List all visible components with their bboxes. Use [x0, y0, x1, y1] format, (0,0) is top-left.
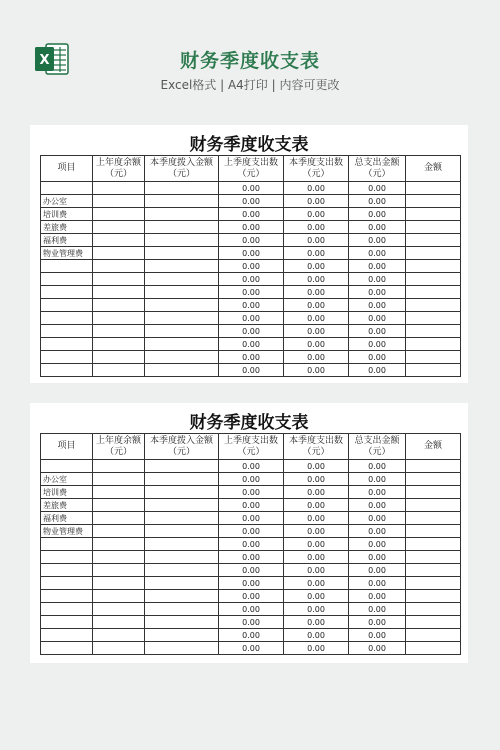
table-cell[interactable]: [145, 642, 219, 655]
table-cell[interactable]: [406, 364, 461, 377]
table-cell[interactable]: 0.00: [349, 286, 406, 299]
table-cell[interactable]: [406, 221, 461, 234]
table-cell[interactable]: 0.00: [284, 364, 349, 377]
table-cell[interactable]: 0.00: [349, 564, 406, 577]
table-row: [41, 629, 461, 642]
table-row: [41, 538, 461, 551]
table-row: [41, 590, 461, 603]
row-label-cell[interactable]: [41, 590, 93, 603]
table-cell[interactable]: 0.00: [284, 564, 349, 577]
table-cell[interactable]: 0.00: [284, 538, 349, 551]
table-row: [41, 338, 461, 351]
table-cell[interactable]: 0.00: [219, 460, 284, 473]
table-cell[interactable]: 0.00: [219, 312, 284, 325]
table-cell[interactable]: 0.00: [284, 616, 349, 629]
table-cell[interactable]: [93, 629, 145, 642]
table-cell[interactable]: 0.00: [349, 525, 406, 538]
table-cell[interactable]: [145, 551, 219, 564]
row-label-cell[interactable]: 办公室: [41, 473, 93, 486]
row-label-cell[interactable]: [41, 577, 93, 590]
table-cell[interactable]: [406, 195, 461, 208]
table-cell[interactable]: 0.00: [219, 512, 284, 525]
row-label-cell[interactable]: [41, 338, 93, 351]
column-header: 总支出金额（元）: [349, 434, 406, 460]
table-cell[interactable]: 0.00: [219, 564, 284, 577]
table-cell[interactable]: [406, 629, 461, 642]
column-header: 本季度支出数（元）: [284, 434, 349, 460]
table-cell[interactable]: 0.00: [349, 629, 406, 642]
row-label-cell[interactable]: [41, 616, 93, 629]
table-cell[interactable]: 0.00: [219, 260, 284, 273]
column-header: 上年度余额（元）: [93, 156, 145, 182]
row-label-cell[interactable]: [41, 351, 93, 364]
row-label-cell[interactable]: 物业管理费: [41, 247, 93, 260]
table-row: [41, 551, 461, 564]
table-cell[interactable]: 0.00: [349, 182, 406, 195]
table-cell[interactable]: 0.00: [219, 364, 284, 377]
table-cell[interactable]: [93, 603, 145, 616]
table-cell[interactable]: 0.00: [349, 512, 406, 525]
table-cell[interactable]: 0.00: [349, 616, 406, 629]
table-cell[interactable]: 0.00: [284, 642, 349, 655]
table-cell[interactable]: 0.00: [219, 182, 284, 195]
table-cell[interactable]: 0.00: [349, 260, 406, 273]
table-cell[interactable]: 0.00: [284, 182, 349, 195]
table-cell[interactable]: 0.00: [284, 351, 349, 364]
table-cell[interactable]: [93, 564, 145, 577]
table-cell[interactable]: [406, 338, 461, 351]
table-cell[interactable]: 0.00: [349, 499, 406, 512]
table-cell[interactable]: [145, 325, 219, 338]
table-cell[interactable]: [145, 629, 219, 642]
row-label-cell[interactable]: [41, 551, 93, 564]
page-header: [0, 0, 500, 112]
table-row: [41, 182, 461, 195]
table-row: [41, 195, 461, 208]
table-cell[interactable]: [93, 364, 145, 377]
row-label-cell[interactable]: [41, 642, 93, 655]
table-row: [41, 364, 461, 377]
table-cell[interactable]: [145, 351, 219, 364]
table-cell[interactable]: [93, 208, 145, 221]
table-cell[interactable]: 0.00: [219, 525, 284, 538]
table-cell[interactable]: [145, 603, 219, 616]
table-cell[interactable]: 0.00: [284, 247, 349, 260]
row-label-cell[interactable]: [41, 325, 93, 338]
table-cell[interactable]: [145, 460, 219, 473]
table-cell[interactable]: 0.00: [349, 312, 406, 325]
table-cell[interactable]: [145, 338, 219, 351]
table-row: [41, 208, 461, 221]
table-cell[interactable]: 0.00: [219, 499, 284, 512]
table-cell[interactable]: [93, 642, 145, 655]
table-cell[interactable]: [93, 234, 145, 247]
table-cell[interactable]: [406, 182, 461, 195]
row-label-cell[interactable]: 培训费: [41, 486, 93, 499]
table-cell[interactable]: 0.00: [349, 299, 406, 312]
table-cell[interactable]: 0.00: [219, 616, 284, 629]
table-cell[interactable]: [406, 564, 461, 577]
table-cell[interactable]: [406, 577, 461, 590]
table-cell[interactable]: [406, 325, 461, 338]
finance-table: [40, 433, 461, 655]
table-cell[interactable]: [93, 538, 145, 551]
table-cell[interactable]: 0.00: [284, 499, 349, 512]
table-cell[interactable]: [145, 486, 219, 499]
row-label-cell[interactable]: [41, 564, 93, 577]
column-header: 金额: [406, 156, 461, 182]
table-row: [41, 351, 461, 364]
table-cell[interactable]: 0.00: [349, 577, 406, 590]
table-row: [41, 460, 461, 473]
sheet-title: 财务季度收支表: [189, 135, 309, 155]
table-cell[interactable]: 0.00: [219, 603, 284, 616]
column-header: 项目: [41, 434, 93, 460]
sheet-preview-1: [30, 125, 468, 383]
table-row: [41, 325, 461, 338]
table-cell[interactable]: 0.00: [219, 195, 284, 208]
table-header-row: [41, 156, 461, 182]
table-cell[interactable]: [406, 273, 461, 286]
page-subtitle: Excel格式 | A4打印 | 内容可更改: [160, 78, 340, 92]
table-cell[interactable]: 0.00: [284, 473, 349, 486]
row-label-cell[interactable]: 物业管理费: [41, 525, 93, 538]
column-header: 上年度余额（元）: [93, 434, 145, 460]
table-cell[interactable]: [145, 208, 219, 221]
table-cell[interactable]: 0.00: [284, 273, 349, 286]
table-cell[interactable]: [406, 234, 461, 247]
table-cell[interactable]: 0.00: [349, 642, 406, 655]
table-cell[interactable]: [406, 286, 461, 299]
table-cell[interactable]: 0.00: [284, 208, 349, 221]
table-cell[interactable]: [93, 512, 145, 525]
table-cell[interactable]: [145, 364, 219, 377]
table-row: [41, 473, 461, 486]
table-cell[interactable]: [93, 182, 145, 195]
table-cell[interactable]: [93, 616, 145, 629]
table-cell[interactable]: 0.00: [284, 577, 349, 590]
table-cell[interactable]: [145, 577, 219, 590]
column-header: 金额: [406, 434, 461, 460]
table-cell[interactable]: 0.00: [284, 460, 349, 473]
table-cell[interactable]: [406, 312, 461, 325]
page-title: 财务季度收支表: [179, 50, 320, 72]
table-row: [41, 577, 461, 590]
table-cell[interactable]: [145, 260, 219, 273]
table-cell[interactable]: [406, 208, 461, 221]
table-cell[interactable]: 0.00: [284, 525, 349, 538]
table-cell[interactable]: 0.00: [219, 473, 284, 486]
table-cell[interactable]: [406, 538, 461, 551]
table-cell[interactable]: [406, 525, 461, 538]
table-cell[interactable]: [93, 286, 145, 299]
table-cell[interactable]: 0.00: [349, 603, 406, 616]
table-row: [41, 603, 461, 616]
table-cell[interactable]: 0.00: [219, 551, 284, 564]
table-cell[interactable]: 0.00: [284, 325, 349, 338]
column-header: 上季度支出数（元）: [219, 156, 284, 182]
table-cell[interactable]: 0.00: [219, 590, 284, 603]
table-cell[interactable]: [93, 551, 145, 564]
table-cell[interactable]: 0.00: [349, 460, 406, 473]
table-cell[interactable]: 0.00: [349, 590, 406, 603]
table-cell[interactable]: [145, 616, 219, 629]
column-header: 总支出金额（元）: [349, 156, 406, 182]
table-cell[interactable]: 0.00: [219, 325, 284, 338]
table-cell[interactable]: 0.00: [349, 551, 406, 564]
table-row: [41, 299, 461, 312]
table-cell[interactable]: [406, 299, 461, 312]
table-cell[interactable]: [93, 590, 145, 603]
row-label-cell[interactable]: 差旅费: [41, 499, 93, 512]
sheet-title: 财务季度收支表: [189, 413, 309, 433]
table-cell[interactable]: [406, 260, 461, 273]
row-label-cell[interactable]: [41, 538, 93, 551]
table-cell[interactable]: 0.00: [219, 642, 284, 655]
table-row: [41, 221, 461, 234]
table-row: [41, 512, 461, 525]
table-cell[interactable]: [406, 499, 461, 512]
sheet-preview-2: [30, 403, 468, 663]
table-cell[interactable]: [145, 590, 219, 603]
table-cell[interactable]: [406, 460, 461, 473]
table-cell[interactable]: [406, 486, 461, 499]
table-cell[interactable]: [145, 221, 219, 234]
row-label-cell[interactable]: [41, 260, 93, 273]
table-cell[interactable]: [145, 182, 219, 195]
table-cell[interactable]: 0.00: [284, 312, 349, 325]
table-cell[interactable]: [145, 286, 219, 299]
finance-table: [40, 155, 461, 377]
table-cell[interactable]: 0.00: [219, 286, 284, 299]
table-row: [41, 486, 461, 499]
table-cell[interactable]: 0.00: [349, 273, 406, 286]
table-cell[interactable]: 0.00: [284, 338, 349, 351]
table-cell[interactable]: [145, 234, 219, 247]
table-cell[interactable]: 0.00: [284, 195, 349, 208]
table-header-row: [41, 434, 461, 460]
table-cell[interactable]: [145, 538, 219, 551]
table-cell[interactable]: [145, 473, 219, 486]
table-cell[interactable]: [145, 247, 219, 260]
table-cell[interactable]: 0.00: [219, 299, 284, 312]
table-cell[interactable]: [93, 577, 145, 590]
table-cell[interactable]: 0.00: [284, 603, 349, 616]
table-cell[interactable]: [93, 325, 145, 338]
table-cell[interactable]: 0.00: [219, 538, 284, 551]
table-cell[interactable]: [145, 195, 219, 208]
table-cell[interactable]: 0.00: [349, 473, 406, 486]
row-label-cell[interactable]: [41, 182, 93, 195]
table-cell[interactable]: 0.00: [349, 247, 406, 260]
table-cell[interactable]: 0.00: [349, 208, 406, 221]
table-cell[interactable]: [406, 351, 461, 364]
table-cell[interactable]: [406, 616, 461, 629]
table-row: [41, 312, 461, 325]
table-row: [41, 260, 461, 273]
row-label-cell[interactable]: 培训费: [41, 208, 93, 221]
table-cell[interactable]: 0.00: [284, 551, 349, 564]
table-cell[interactable]: [145, 312, 219, 325]
table-cell[interactable]: 0.00: [219, 351, 284, 364]
row-label-cell[interactable]: [41, 603, 93, 616]
table-cell[interactable]: [93, 525, 145, 538]
table-cell[interactable]: [145, 512, 219, 525]
row-label-cell[interactable]: [41, 460, 93, 473]
table-cell[interactable]: [93, 312, 145, 325]
row-label-cell[interactable]: [41, 364, 93, 377]
table-row: [41, 247, 461, 260]
table-cell[interactable]: [93, 473, 145, 486]
table-cell[interactable]: [406, 247, 461, 260]
table-cell[interactable]: [406, 642, 461, 655]
table-cell[interactable]: [93, 351, 145, 364]
row-label-cell[interactable]: 差旅费: [41, 221, 93, 234]
table-cell[interactable]: [93, 247, 145, 260]
table-cell[interactable]: 0.00: [349, 195, 406, 208]
table-cell[interactable]: 0.00: [284, 629, 349, 642]
table-cell[interactable]: 0.00: [349, 325, 406, 338]
table-cell[interactable]: 0.00: [349, 234, 406, 247]
table-cell[interactable]: [145, 299, 219, 312]
table-cell[interactable]: 0.00: [349, 351, 406, 364]
row-label-cell[interactable]: [41, 299, 93, 312]
row-label-cell[interactable]: [41, 312, 93, 325]
table-cell[interactable]: 0.00: [219, 234, 284, 247]
row-label-cell[interactable]: 办公室: [41, 195, 93, 208]
column-header: 本季度拨入金额（元）: [145, 156, 219, 182]
table-row: [41, 234, 461, 247]
row-label-cell[interactable]: 福利费: [41, 234, 93, 247]
table-cell[interactable]: [93, 221, 145, 234]
table-row: [41, 616, 461, 629]
table-cell[interactable]: 0.00: [284, 299, 349, 312]
table-row: [41, 286, 461, 299]
table-cell[interactable]: 0.00: [349, 338, 406, 351]
table-cell[interactable]: 0.00: [219, 486, 284, 499]
column-header: 项目: [41, 156, 93, 182]
table-row: [41, 525, 461, 538]
table-cell[interactable]: [93, 486, 145, 499]
table-cell[interactable]: 0.00: [284, 590, 349, 603]
table-cell[interactable]: 0.00: [284, 221, 349, 234]
row-label-cell[interactable]: [41, 629, 93, 642]
table-cell[interactable]: 0.00: [219, 577, 284, 590]
table-cell[interactable]: 0.00: [284, 286, 349, 299]
table-cell[interactable]: 0.00: [284, 260, 349, 273]
table-cell[interactable]: [145, 564, 219, 577]
table-cell[interactable]: [93, 460, 145, 473]
table-cell[interactable]: [93, 273, 145, 286]
column-header: 本季度支出数（元）: [284, 156, 349, 182]
table-cell[interactable]: [406, 551, 461, 564]
table-cell[interactable]: [145, 525, 219, 538]
table-row: [41, 499, 461, 512]
table-cell[interactable]: [406, 473, 461, 486]
table-cell[interactable]: 0.00: [219, 629, 284, 642]
table-cell[interactable]: 0.00: [219, 273, 284, 286]
table-cell[interactable]: [93, 338, 145, 351]
table-cell[interactable]: [406, 603, 461, 616]
table-cell[interactable]: [406, 512, 461, 525]
table-cell[interactable]: [93, 260, 145, 273]
table-cell[interactable]: 0.00: [219, 208, 284, 221]
table-cell[interactable]: [93, 499, 145, 512]
table-cell[interactable]: [145, 273, 219, 286]
column-header: 本季度拨入金额（元）: [145, 434, 219, 460]
excel-icon-letter: X: [39, 53, 50, 68]
table-cell[interactable]: 0.00: [349, 221, 406, 234]
table-row: [41, 273, 461, 286]
table-cell[interactable]: 0.00: [219, 338, 284, 351]
table-cell[interactable]: [145, 499, 219, 512]
table-cell[interactable]: 0.00: [284, 486, 349, 499]
table-cell[interactable]: [93, 195, 145, 208]
table-cell[interactable]: 0.00: [349, 364, 406, 377]
column-header: 上季度支出数（元）: [219, 434, 284, 460]
row-label-cell[interactable]: [41, 273, 93, 286]
table-row: [41, 564, 461, 577]
row-label-cell[interactable]: 福利费: [41, 512, 93, 525]
table-cell[interactable]: 0.00: [349, 486, 406, 499]
table-cell[interactable]: [406, 590, 461, 603]
table-cell[interactable]: [93, 299, 145, 312]
table-cell[interactable]: 0.00: [284, 234, 349, 247]
table-cell[interactable]: 0.00: [284, 512, 349, 525]
table-cell[interactable]: 0.00: [349, 538, 406, 551]
table-cell[interactable]: 0.00: [219, 221, 284, 234]
row-label-cell[interactable]: [41, 286, 93, 299]
table-cell[interactable]: 0.00: [219, 247, 284, 260]
table-row: [41, 642, 461, 655]
